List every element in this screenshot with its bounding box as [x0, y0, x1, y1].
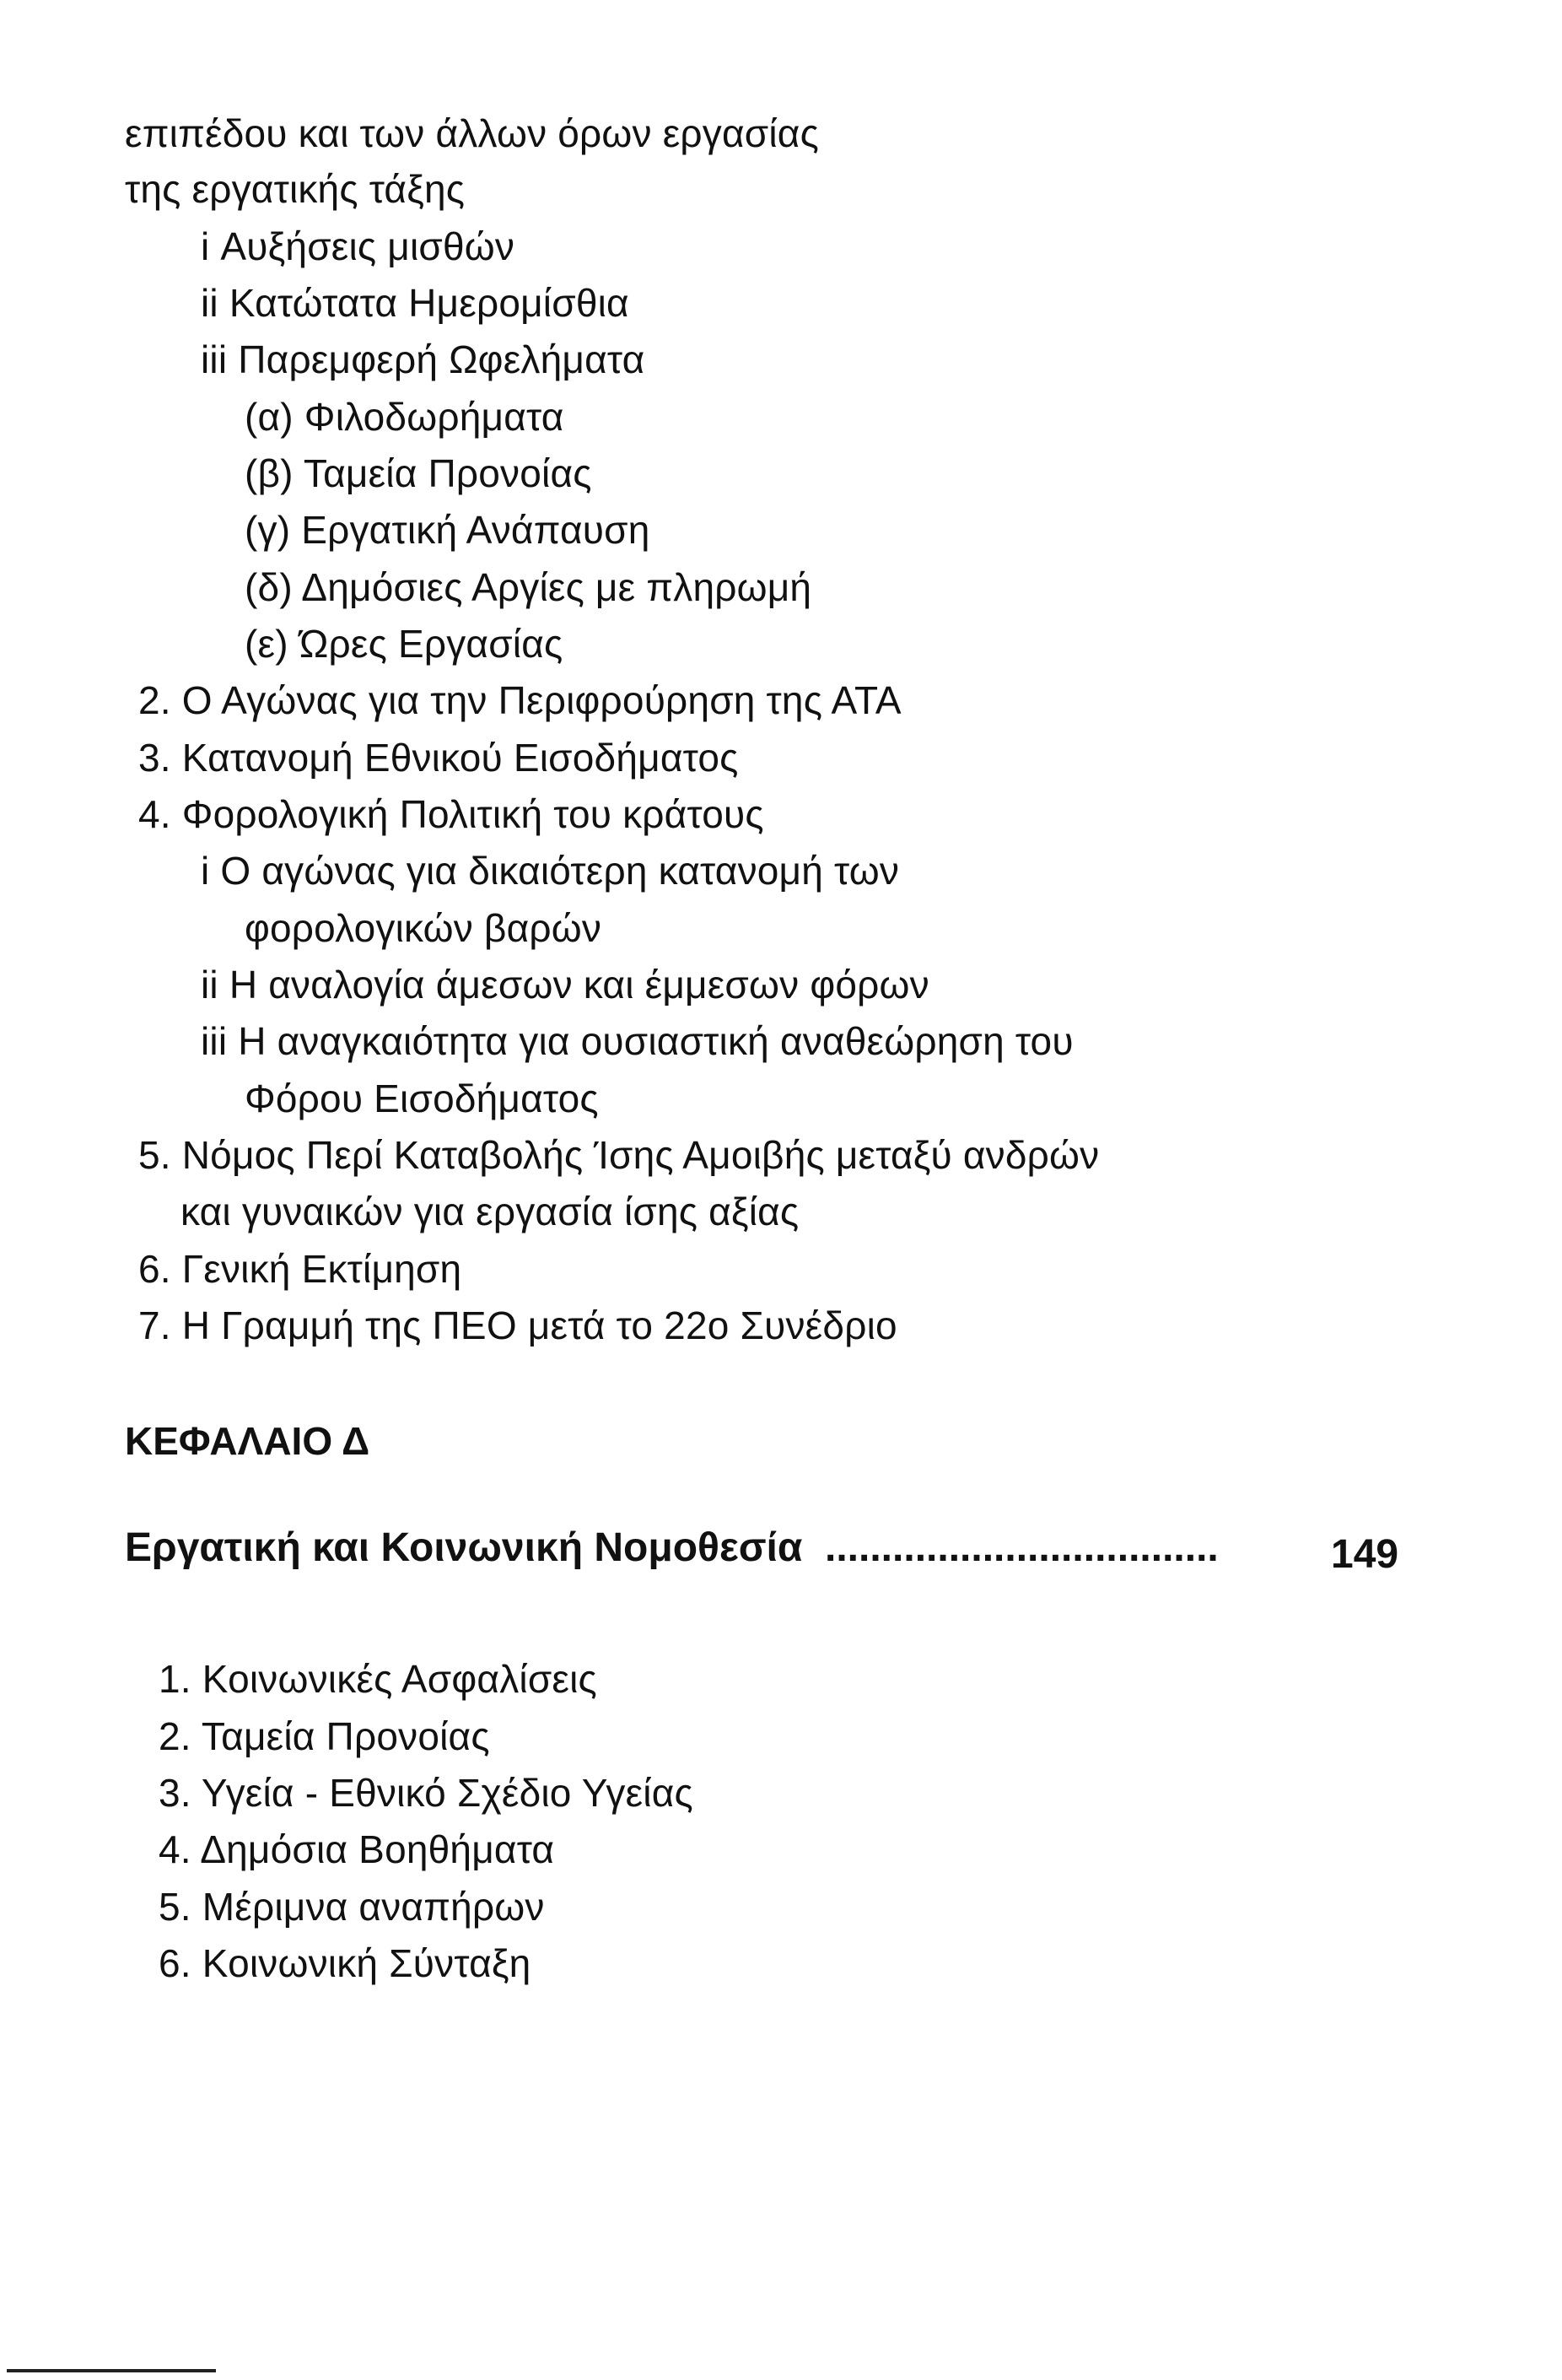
outline-line: (β) Ταμεία Προνοίας [245, 451, 592, 495]
chapter-item: 4. Δημόσια Βοηθήματα [159, 1827, 555, 1871]
chapter-item: 1. Κοινωνικές Ασφαλίσεις [159, 1657, 597, 1701]
outline-line: (α) Φιλοδωρήματα [245, 395, 564, 439]
chapter-item: 3. Υγεία - Εθνικό Σχέδιο Υγείας [159, 1771, 693, 1815]
outline-line: i Ο αγώνας για δικαιότερη κατανομή των [201, 849, 900, 893]
outline-line: επιπέδου και των άλλων όρων εργασίας [125, 111, 819, 155]
outline-line: ii Κατώτατα Ημερομίσθια [201, 281, 629, 325]
outline-line: 5. Νόμος Περί Καταβολής Ίσης Αμοιβής μεταξύ ανδρών [138, 1133, 1100, 1177]
outline-line: και γυναικών για εργασία ίσης αξίας [180, 1190, 800, 1233]
outline-line: 3. Κατανομή Εθνικού Εισοδήματος [138, 736, 739, 780]
chapter-item: 5. Μέριμνα αναπήρων [159, 1885, 545, 1929]
toc-entry-title: Εργατική και Κοινωνική Νομοθεσία [125, 1525, 803, 1570]
toc-page-number: 149 [1331, 1532, 1399, 1577]
outline-line: iii Η αναγκαιότητα για ουσιαστική αναθεώρηση του [201, 1019, 1074, 1063]
outline-line: 6. Γενική Εκτίμηση [138, 1247, 462, 1291]
outline-line: iii Παρεμφερή Ωφελήματα [201, 337, 645, 381]
outline-line: 2. Ο Αγώνας για την Περιφρούρηση της ΑΤΑ [138, 678, 902, 722]
outline-line: 7. Η Γραμμή της ΠΕΟ μετά το 22ο Συνέδριο [138, 1303, 897, 1347]
outline-line: (δ) Δημόσιες Αργίες με πληρωμή [245, 565, 812, 609]
outline-line: φορολογικών βαρών [245, 906, 602, 950]
outline-line: Φόρου Εισοδήματος [245, 1077, 599, 1120]
chapter-item: 2. Ταμεία Προνοίας [159, 1714, 490, 1758]
outline-line: 4. Φορολογική Πολιτική του κράτους [138, 792, 764, 836]
footer-rule [7, 2369, 216, 2372]
chapter-item: 6. Κοινωνική Σύνταξη [159, 1941, 531, 1985]
toc-entry [125, 1523, 1415, 1582]
chapter-heading: ΚΕΦΑΛΑΙΟ Δ [125, 1419, 370, 1463]
outline-line: i Αυξήσεις μισθών [201, 224, 515, 268]
toc-leader-dots: ................................... [825, 1525, 1219, 1570]
outline-line: της εργατικής τάξης [125, 167, 466, 211]
outline-line: ii Η αναλογία άμεσων και έμμεσων φόρων [201, 963, 929, 1007]
outline-line: (γ) Εργατική Ανάπαυση [245, 508, 650, 552]
outline-line: (ε) Ώρες Εργασίας [245, 622, 563, 666]
